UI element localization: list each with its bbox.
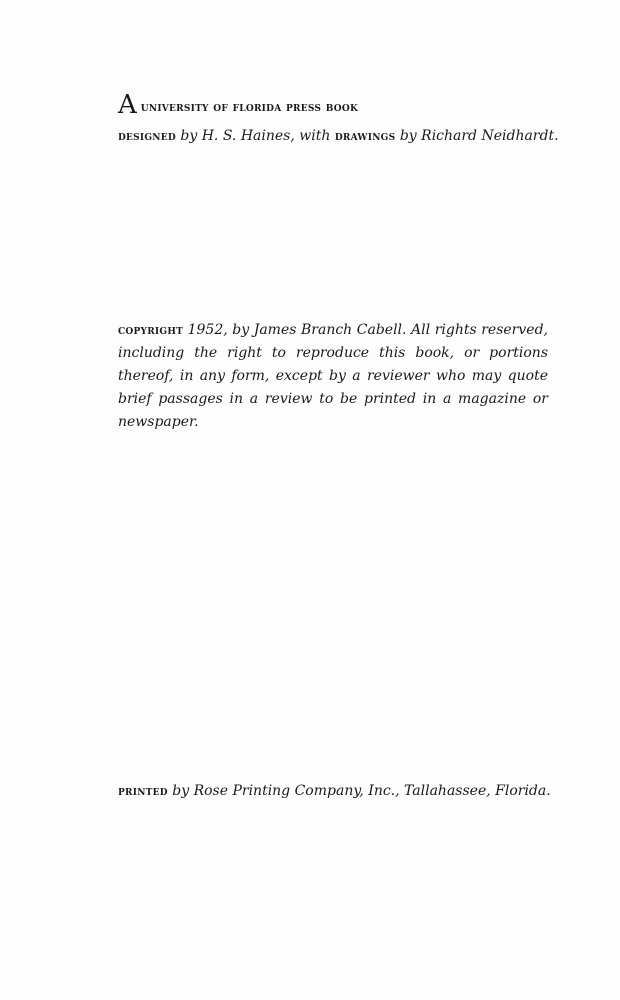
printed-label: printed: [118, 783, 168, 798]
copyright-notice: [118, 318, 548, 434]
printer-line: [118, 779, 551, 803]
designer-credit: by H. S. Haines, with: [175, 128, 335, 144]
press-name: university of florida press book: [140, 99, 359, 114]
copyright-label: copyright: [118, 322, 184, 337]
printer-credit: by Rose Printing Company, Inc., Tallahassee, Florida.: [167, 783, 551, 799]
illustrator-credit: by Richard Neidhardt.: [395, 128, 559, 144]
copyright-text: 1952, by James Branch Cabell. All rights reserved, including the right to reproduce this book, or portions thereof, in any form, except by a reviewer who may quote brief passages in a review to be printed in a magazine or newspaper.: [118, 322, 548, 430]
designed-label: designed: [118, 128, 176, 143]
design-credit-line: [118, 124, 559, 148]
press-dropcap: A: [118, 90, 137, 120]
press-line: [118, 92, 548, 120]
imprint-block: [118, 90, 559, 148]
drawings-label: drawings: [334, 128, 396, 143]
